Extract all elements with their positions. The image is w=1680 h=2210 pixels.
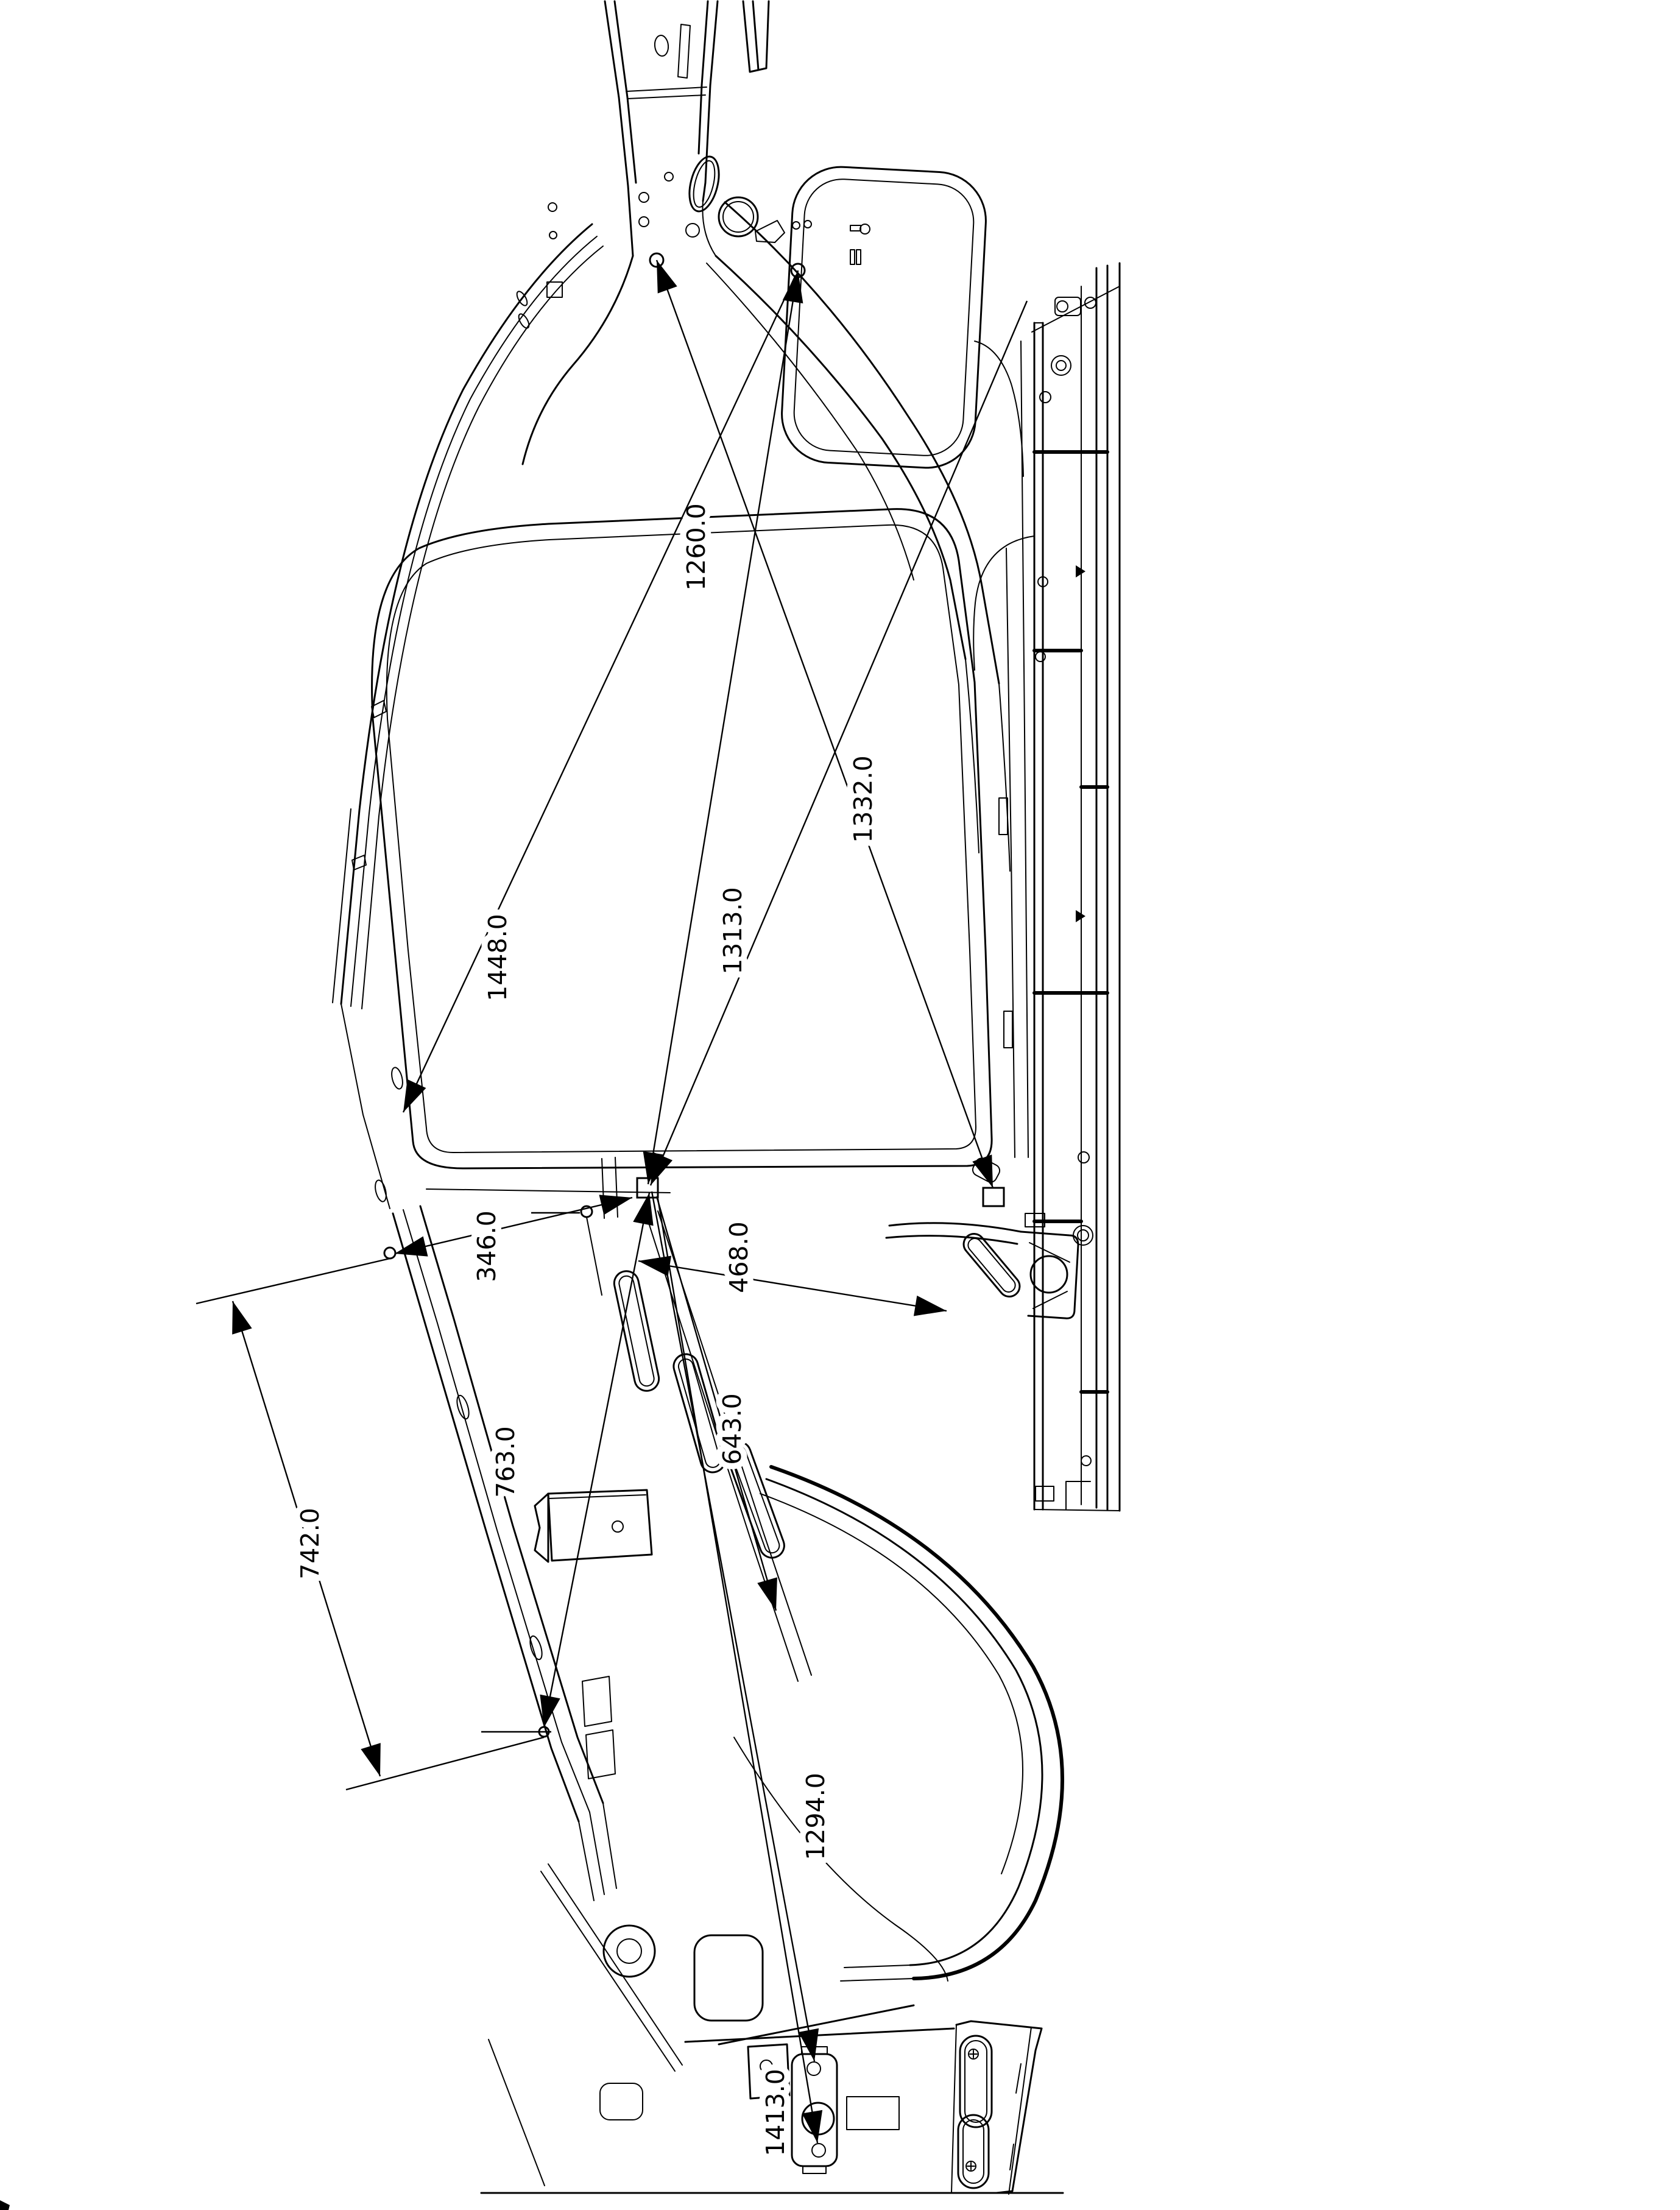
dimension-arrowhead <box>599 1195 632 1215</box>
dimension-arrowhead <box>232 1301 252 1335</box>
dimension-label: 763.0 <box>491 1426 520 1498</box>
dimension-line <box>651 301 1027 1185</box>
dimension-line <box>658 1199 817 2143</box>
drip-rail <box>333 224 603 1209</box>
dimension-label: 1413.0 <box>761 2069 790 2156</box>
dimension-742 <box>232 1301 381 1776</box>
dimension-468 <box>638 1221 947 1316</box>
mount-bracket <box>535 1490 652 1562</box>
dimension-label: 1260.0 <box>682 503 711 591</box>
door-aperture <box>372 509 992 1168</box>
dimension-arrowhead <box>651 1152 672 1185</box>
dimension-763 <box>491 1193 654 1728</box>
dimension-1448 <box>403 275 796 1112</box>
corner-mark <box>0 2200 10 2210</box>
dimension-arrowhead <box>757 1577 777 1611</box>
rocker-sill <box>1032 263 1120 1511</box>
cowl-front-structure <box>489 1864 954 2186</box>
dimension-1313 <box>651 301 1027 1185</box>
dimension-arrowhead <box>361 1743 380 1776</box>
dimension-overlay <box>232 260 1027 2156</box>
quarter-window-opening <box>780 164 989 470</box>
dimension-1260 <box>643 270 803 1184</box>
dimension-label: 643.0 <box>718 1393 747 1465</box>
dimension-label: 346.0 <box>472 1210 501 1282</box>
dimension-1413 <box>658 1199 822 2156</box>
front-apron <box>951 2021 1042 2194</box>
dimension-label: 742.0 <box>295 1508 325 1580</box>
rear-pillar <box>523 1 769 464</box>
dimension-line <box>638 1261 947 1311</box>
dimension-line <box>395 1198 632 1254</box>
dimension-line <box>648 270 798 1184</box>
dimension-1332 <box>657 260 993 1188</box>
dimension-label: 1332.0 <box>849 755 878 843</box>
dimension-arrowhead <box>657 260 677 294</box>
dimension-label: 1448.0 <box>483 914 512 1001</box>
dimension-label: 468.0 <box>724 1221 754 1293</box>
quarter-panel-holes <box>515 154 870 330</box>
dimension-arrowhead <box>914 1296 947 1316</box>
dimension-line <box>652 1191 814 2061</box>
dimension-label: 1313.0 <box>718 887 747 975</box>
floor-slots <box>612 1211 811 1681</box>
dimension-line <box>544 1193 649 1728</box>
dimension-line <box>403 275 796 1112</box>
dimension-label: 1294.0 <box>801 1773 830 1860</box>
heelboard-bracket <box>886 1213 1078 1318</box>
a-pillar <box>393 1206 616 1901</box>
dimension-arrowhead <box>972 1154 993 1188</box>
dimension-line <box>657 260 993 1188</box>
